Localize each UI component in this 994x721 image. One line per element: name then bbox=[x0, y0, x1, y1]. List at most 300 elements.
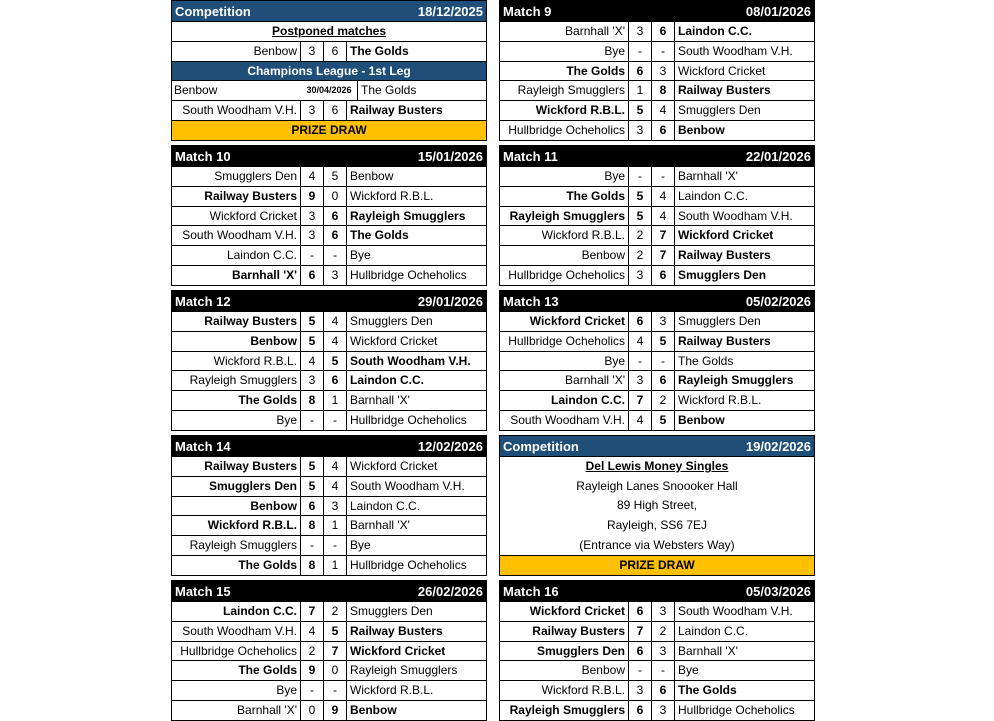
away-score: - bbox=[652, 42, 675, 61]
fixture-row bbox=[500, 206, 814, 226]
home-score: 4 bbox=[629, 332, 652, 351]
match-title: Match 12 bbox=[175, 293, 231, 309]
home-score: 0 bbox=[301, 701, 324, 720]
away-team: Wickford R.B.L. bbox=[350, 188, 434, 203]
away-team: Barnhall 'X' bbox=[350, 518, 410, 533]
away-team: Railway Busters bbox=[350, 623, 443, 638]
match-title: Match 9 bbox=[503, 3, 552, 19]
fixture-row bbox=[172, 641, 486, 661]
away-team: Benbow bbox=[350, 169, 394, 183]
match-date: 12/02/2026 bbox=[417, 438, 483, 454]
home-score: 5 bbox=[301, 332, 324, 351]
away-team: Barnhall 'X' bbox=[350, 393, 410, 408]
competition-date: 19/02/2026 bbox=[745, 438, 811, 454]
home-score: 8 bbox=[301, 516, 324, 535]
away-team: Laindon C.C. bbox=[350, 373, 424, 388]
match-header bbox=[172, 291, 486, 311]
home-score: 6 bbox=[629, 602, 652, 621]
away-team: South Woodham V.H. bbox=[678, 208, 793, 223]
away-score: 4 bbox=[324, 457, 347, 476]
home-team: Bye bbox=[500, 352, 629, 371]
fixture-row bbox=[172, 206, 486, 226]
home-team: Wickford Cricket bbox=[172, 207, 301, 226]
away-score: - bbox=[324, 411, 347, 430]
away-team: Wickford Cricket bbox=[350, 459, 438, 473]
venue-line: Rayleigh Lanes Snoooker Hall bbox=[576, 478, 738, 493]
away-score: - bbox=[652, 661, 675, 680]
competition-header bbox=[172, 1, 486, 21]
fixture-row bbox=[500, 410, 814, 430]
fixture-row bbox=[172, 100, 486, 120]
away-team: Wickford Cricket bbox=[350, 643, 446, 658]
away-score: 4 bbox=[652, 101, 675, 120]
away-team: Bye bbox=[678, 663, 699, 678]
away-score: 4 bbox=[324, 477, 347, 496]
home-team: Benbow bbox=[500, 246, 629, 265]
fixture-row bbox=[500, 186, 814, 206]
home-team: Bye bbox=[500, 42, 629, 61]
fixture-row bbox=[500, 100, 814, 120]
home-team: South Woodham V.H. bbox=[172, 622, 301, 641]
home-team: The Golds bbox=[172, 556, 301, 575]
home-team: Smugglers Den bbox=[500, 642, 629, 661]
home-score: 8 bbox=[301, 556, 324, 575]
home-team: Bye bbox=[172, 681, 301, 700]
away-score: 5 bbox=[324, 167, 347, 186]
home-team: Smugglers Den bbox=[172, 167, 301, 186]
home-team: Rayleigh Smugglers bbox=[500, 207, 629, 226]
fixture-row bbox=[500, 21, 814, 41]
home-team: Bye bbox=[500, 167, 629, 186]
away-score: 1 bbox=[324, 516, 347, 535]
home-team: Barnhall 'X' bbox=[500, 22, 629, 41]
away-team: Wickford Cricket bbox=[350, 333, 438, 348]
home-team: Rayleigh Smugglers bbox=[500, 701, 629, 720]
home-team: Wickford R.B.L. bbox=[500, 101, 629, 120]
home-team: Wickford R.B.L. bbox=[172, 352, 301, 371]
venue-line: 89 High Street, bbox=[616, 498, 698, 513]
home-team: Benbow bbox=[172, 497, 301, 516]
home-team: Railway Busters bbox=[500, 622, 629, 641]
away-team: Hullbridge Ocheholics bbox=[678, 702, 795, 717]
match-date: 29/01/2026 bbox=[417, 293, 483, 309]
away-score: 7 bbox=[652, 226, 675, 245]
home-team: Rayleigh Smugglers bbox=[500, 81, 629, 100]
away-score: 5 bbox=[652, 411, 675, 430]
home-score: 5 bbox=[301, 312, 324, 331]
home-team: Wickford R.B.L. bbox=[500, 681, 629, 700]
home-team: Hullbridge Ocheholics bbox=[172, 642, 301, 661]
event-title: Del Lewis Money Singles bbox=[585, 459, 729, 473]
home-team: Laindon C.C. bbox=[172, 246, 301, 265]
prize-draw-banner: PRIZE DRAW bbox=[172, 120, 486, 140]
home-score: 5 bbox=[301, 457, 324, 476]
fixture-row bbox=[500, 660, 814, 680]
home-score: 9 bbox=[301, 661, 324, 680]
match-block bbox=[499, 145, 815, 286]
match-header bbox=[500, 1, 814, 21]
postponed-title: Postponed matches bbox=[271, 24, 387, 38]
away-score: 5 bbox=[652, 332, 675, 351]
match-header bbox=[172, 146, 486, 166]
fixture-row bbox=[500, 265, 814, 285]
home-score: 3 bbox=[301, 101, 324, 120]
fixture-row bbox=[172, 555, 486, 575]
away-team: Benbow bbox=[350, 702, 397, 717]
fixture-row bbox=[172, 621, 486, 641]
home-team: Railway Busters bbox=[172, 187, 301, 206]
away-team: Railway Busters bbox=[678, 333, 771, 348]
fixture-row bbox=[500, 370, 814, 390]
away-score: 3 bbox=[652, 62, 675, 81]
match-title: Match 11 bbox=[503, 148, 558, 164]
away-score: 4 bbox=[324, 332, 347, 351]
match-header bbox=[172, 581, 486, 601]
home-score: 4 bbox=[629, 411, 652, 430]
away-score: 1 bbox=[324, 556, 347, 575]
home-team: Wickford R.B.L. bbox=[172, 516, 301, 535]
away-team: Hullbridge Ocheholics bbox=[350, 267, 467, 282]
away-team: The Golds bbox=[678, 683, 737, 698]
away-team: The Golds bbox=[361, 83, 417, 98]
match-block bbox=[171, 435, 487, 576]
match-title: Match 16 bbox=[503, 583, 559, 599]
away-score: 0 bbox=[324, 187, 347, 206]
home-team: Wickford Cricket bbox=[500, 602, 629, 621]
away-team: Hullbridge Ocheholics bbox=[350, 557, 467, 572]
fixture-row bbox=[172, 456, 486, 476]
away-team: Smugglers Den bbox=[350, 604, 433, 618]
home-team: Rayleigh Smugglers bbox=[172, 536, 301, 555]
away-score: 3 bbox=[652, 602, 675, 621]
fixture-row bbox=[172, 41, 486, 61]
away-team: The Golds bbox=[350, 228, 409, 243]
match-block bbox=[499, 580, 815, 721]
away-team: Smugglers Den bbox=[350, 314, 433, 328]
away-score: 6 bbox=[324, 371, 347, 390]
away-score: 5 bbox=[324, 622, 347, 641]
home-team: Railway Busters bbox=[172, 457, 301, 476]
fixture-row bbox=[500, 621, 814, 641]
fixture-row bbox=[172, 186, 486, 206]
fixture-row bbox=[172, 680, 486, 700]
away-score: 3 bbox=[324, 497, 347, 516]
home-team: Laindon C.C. bbox=[172, 602, 301, 621]
match-block bbox=[499, 0, 815, 141]
fixture-row-dated bbox=[172, 80, 486, 100]
home-score: 6 bbox=[629, 312, 652, 331]
home-score: 6 bbox=[301, 497, 324, 516]
fixture-row bbox=[500, 351, 814, 371]
away-team: Laindon C.C. bbox=[678, 24, 752, 38]
away-team: Railway Busters bbox=[678, 248, 771, 263]
home-team: Barnhall 'X' bbox=[500, 371, 629, 390]
competition-header bbox=[500, 436, 814, 456]
fixture-row bbox=[500, 166, 814, 186]
home-score: 8 bbox=[301, 391, 324, 410]
away-score: 4 bbox=[652, 187, 675, 206]
home-score: 4 bbox=[301, 622, 324, 641]
fixture-row bbox=[500, 245, 814, 265]
fixture-row bbox=[172, 476, 486, 496]
fixture-row bbox=[172, 370, 486, 390]
home-team: Barnhall 'X' bbox=[172, 266, 301, 285]
home-team: Barnhall 'X' bbox=[172, 701, 301, 720]
away-team: South Woodham V.H. bbox=[678, 604, 793, 618]
away-score: 8 bbox=[652, 81, 675, 100]
match-header bbox=[500, 146, 814, 166]
home-score: - bbox=[301, 246, 324, 265]
home-team: Benbow bbox=[172, 332, 301, 351]
fixture-row bbox=[172, 601, 486, 621]
home-score: 5 bbox=[629, 207, 652, 226]
fixture-row bbox=[500, 641, 814, 661]
away-score: - bbox=[324, 536, 347, 555]
away-team: Rayleigh Smugglers bbox=[350, 208, 466, 223]
match-date: 26/02/2026 bbox=[417, 583, 483, 599]
postponed-title-row bbox=[172, 21, 486, 41]
fixture-row bbox=[172, 410, 486, 430]
venue-line: Rayleigh, SS6 7EJ bbox=[606, 518, 708, 533]
competition-title: Competition bbox=[175, 3, 251, 19]
away-score: 4 bbox=[652, 207, 675, 226]
away-score: 9 bbox=[324, 701, 347, 720]
home-score: 3 bbox=[301, 226, 324, 245]
home-team: Smugglers Den bbox=[172, 477, 301, 496]
home-team: South Woodham V.H. bbox=[172, 101, 301, 120]
home-team: Benbow bbox=[172, 42, 301, 61]
venue-line: (Entrance via Websters Way) bbox=[579, 537, 735, 552]
away-team: Smugglers Den bbox=[678, 314, 761, 328]
match-header bbox=[500, 581, 814, 601]
home-score: 1 bbox=[629, 81, 652, 100]
away-team: The Golds bbox=[350, 43, 409, 58]
away-team: Smugglers Den bbox=[678, 267, 767, 282]
home-team: Hullbridge Ocheholics bbox=[500, 332, 629, 351]
competition-block-1 bbox=[171, 0, 487, 141]
home-score: 3 bbox=[629, 22, 652, 41]
fixture-row bbox=[500, 41, 814, 61]
away-team: Laindon C.C. bbox=[678, 188, 749, 203]
away-score: 4 bbox=[324, 312, 347, 331]
away-team: Benbow bbox=[678, 412, 725, 427]
fixture-row bbox=[172, 265, 486, 285]
home-score: - bbox=[629, 661, 652, 680]
home-score: 9 bbox=[301, 187, 324, 206]
fixture-row bbox=[172, 245, 486, 265]
match-header bbox=[172, 436, 486, 456]
away-team: Rayleigh Smugglers bbox=[678, 373, 794, 388]
away-score: 3 bbox=[652, 312, 675, 331]
fixture-row bbox=[500, 120, 814, 140]
home-score: 2 bbox=[629, 226, 652, 245]
competition-block-2 bbox=[499, 435, 815, 576]
home-score: 4 bbox=[301, 352, 324, 371]
fixture-row bbox=[500, 61, 814, 81]
fixture-row bbox=[500, 700, 814, 720]
match-date: 05/03/2026 bbox=[745, 583, 811, 599]
home-score: - bbox=[629, 42, 652, 61]
away-score: 2 bbox=[652, 391, 675, 410]
fixture-row bbox=[172, 700, 486, 720]
away-score: 0 bbox=[324, 661, 347, 680]
away-team: The Golds bbox=[678, 353, 734, 368]
fixture-row bbox=[500, 331, 814, 351]
away-team: Barnhall 'X' bbox=[678, 169, 738, 183]
away-score: 7 bbox=[324, 642, 347, 661]
away-score: 2 bbox=[324, 602, 347, 621]
fixture-row bbox=[500, 80, 814, 100]
match-block bbox=[171, 290, 487, 431]
away-score: - bbox=[324, 246, 347, 265]
home-score: 2 bbox=[301, 642, 324, 661]
home-score: - bbox=[629, 167, 652, 186]
competition-date: 18/12/2025 bbox=[417, 3, 483, 19]
fixture-row bbox=[172, 535, 486, 555]
match-date: 05/02/2026 bbox=[745, 293, 811, 309]
home-score: 3 bbox=[629, 681, 652, 700]
home-score: 4 bbox=[301, 167, 324, 186]
away-team: Wickford R.B.L. bbox=[350, 683, 434, 698]
away-team: South Woodham V.H. bbox=[350, 353, 471, 368]
home-team: Benbow bbox=[500, 661, 629, 680]
home-team: The Golds bbox=[500, 187, 629, 206]
home-score: - bbox=[301, 681, 324, 700]
home-score: 7 bbox=[629, 622, 652, 641]
home-team: South Woodham V.H. bbox=[500, 411, 629, 430]
match-date: 22/01/2026 bbox=[745, 148, 811, 164]
home-score: 5 bbox=[629, 187, 652, 206]
away-score: - bbox=[324, 681, 347, 700]
home-team: The Golds bbox=[500, 62, 629, 81]
home-score: 6 bbox=[629, 642, 652, 661]
away-team: Bye bbox=[350, 538, 371, 553]
home-team: Railway Busters bbox=[172, 312, 301, 331]
home-score: - bbox=[301, 536, 324, 555]
home-score: 3 bbox=[629, 371, 652, 390]
away-score: 6 bbox=[324, 207, 347, 226]
match-title: Match 15 bbox=[175, 583, 231, 599]
away-team: Hullbridge Ocheholics bbox=[350, 412, 467, 427]
fixture-row bbox=[172, 351, 486, 371]
match-title: Match 10 bbox=[175, 148, 231, 164]
home-team: Wickford Cricket bbox=[500, 312, 629, 331]
match-date: 15/01/2026 bbox=[417, 148, 483, 164]
home-team: Benbow bbox=[174, 83, 218, 98]
home-score: 3 bbox=[629, 121, 652, 140]
match-block bbox=[171, 145, 487, 286]
away-team: Laindon C.C. bbox=[678, 623, 749, 638]
away-team: Wickford Cricket bbox=[678, 228, 774, 243]
fixture-row bbox=[172, 390, 486, 410]
fixture-row bbox=[172, 660, 486, 680]
away-score: 7 bbox=[652, 246, 675, 265]
home-score: 2 bbox=[629, 246, 652, 265]
fixture-row bbox=[500, 601, 814, 621]
away-score: 6 bbox=[324, 226, 347, 245]
away-team: Wickford R.B.L. bbox=[678, 393, 762, 408]
away-score: - bbox=[652, 352, 675, 371]
away-team: Railway Busters bbox=[350, 103, 443, 118]
home-score: 6 bbox=[301, 266, 324, 285]
away-team: Barnhall 'X' bbox=[678, 643, 738, 658]
away-score: 6 bbox=[652, 371, 675, 390]
home-score: 7 bbox=[301, 602, 324, 621]
fixture-date: 30/04/2026 bbox=[301, 81, 358, 100]
match-header bbox=[500, 291, 814, 311]
home-score: 6 bbox=[629, 701, 652, 720]
home-score: 3 bbox=[301, 371, 324, 390]
fixture-row bbox=[500, 390, 814, 410]
home-team: Laindon C.C. bbox=[500, 391, 629, 410]
prize-draw-banner: PRIZE DRAW bbox=[500, 555, 814, 575]
home-score: - bbox=[629, 352, 652, 371]
fixture-row bbox=[500, 680, 814, 700]
away-score: 3 bbox=[652, 642, 675, 661]
home-team: Wickford R.B.L. bbox=[500, 226, 629, 245]
match-block bbox=[499, 290, 815, 431]
away-score: 6 bbox=[652, 22, 675, 41]
home-score: 7 bbox=[629, 391, 652, 410]
away-score: 6 bbox=[324, 101, 347, 120]
fixture-row bbox=[172, 225, 486, 245]
away-team: Laindon C.C. bbox=[350, 498, 421, 513]
home-score: 3 bbox=[301, 42, 324, 61]
home-team: The Golds bbox=[172, 661, 301, 680]
home-team: Hullbridge Ocheholics bbox=[500, 121, 629, 140]
home-team: Bye bbox=[172, 411, 301, 430]
away-team: Wickford Cricket bbox=[678, 63, 766, 78]
fixture-row bbox=[172, 496, 486, 516]
away-score: 5 bbox=[324, 352, 347, 371]
league-title: Champions League - 1st Leg bbox=[172, 61, 486, 81]
away-team: Rayleigh Smugglers bbox=[350, 663, 458, 678]
home-score: 5 bbox=[629, 101, 652, 120]
away-team: Smugglers Den bbox=[678, 103, 761, 118]
match-block bbox=[171, 580, 487, 721]
match-title: Match 14 bbox=[175, 438, 231, 454]
away-score: 6 bbox=[652, 681, 675, 700]
away-score: - bbox=[652, 167, 675, 186]
fixture-row bbox=[500, 311, 814, 331]
competition-title: Competition bbox=[503, 438, 579, 454]
away-team: Benbow bbox=[678, 122, 725, 137]
fixture-row bbox=[500, 225, 814, 245]
home-team: Rayleigh Smugglers bbox=[172, 371, 301, 390]
away-team: Bye bbox=[350, 248, 371, 263]
home-score: 3 bbox=[629, 266, 652, 285]
fixture-row bbox=[172, 311, 486, 331]
home-score: 6 bbox=[629, 62, 652, 81]
away-score: 6 bbox=[324, 42, 347, 61]
fixture-row bbox=[172, 331, 486, 351]
away-score: 2 bbox=[652, 622, 675, 641]
home-score: 5 bbox=[301, 477, 324, 496]
fixture-row bbox=[172, 515, 486, 535]
away-team: South Woodham V.H. bbox=[678, 43, 793, 58]
home-team: The Golds bbox=[172, 391, 301, 410]
away-team: Railway Busters bbox=[678, 83, 771, 98]
away-score: 1 bbox=[324, 391, 347, 410]
away-team: South Woodham V.H. bbox=[350, 478, 465, 493]
match-title: Match 13 bbox=[503, 293, 559, 309]
home-team: South Woodham V.H. bbox=[172, 226, 301, 245]
fixture-row bbox=[172, 166, 486, 186]
away-score: 3 bbox=[652, 701, 675, 720]
venue-info bbox=[500, 456, 814, 555]
home-score: - bbox=[301, 411, 324, 430]
away-score: 3 bbox=[324, 266, 347, 285]
